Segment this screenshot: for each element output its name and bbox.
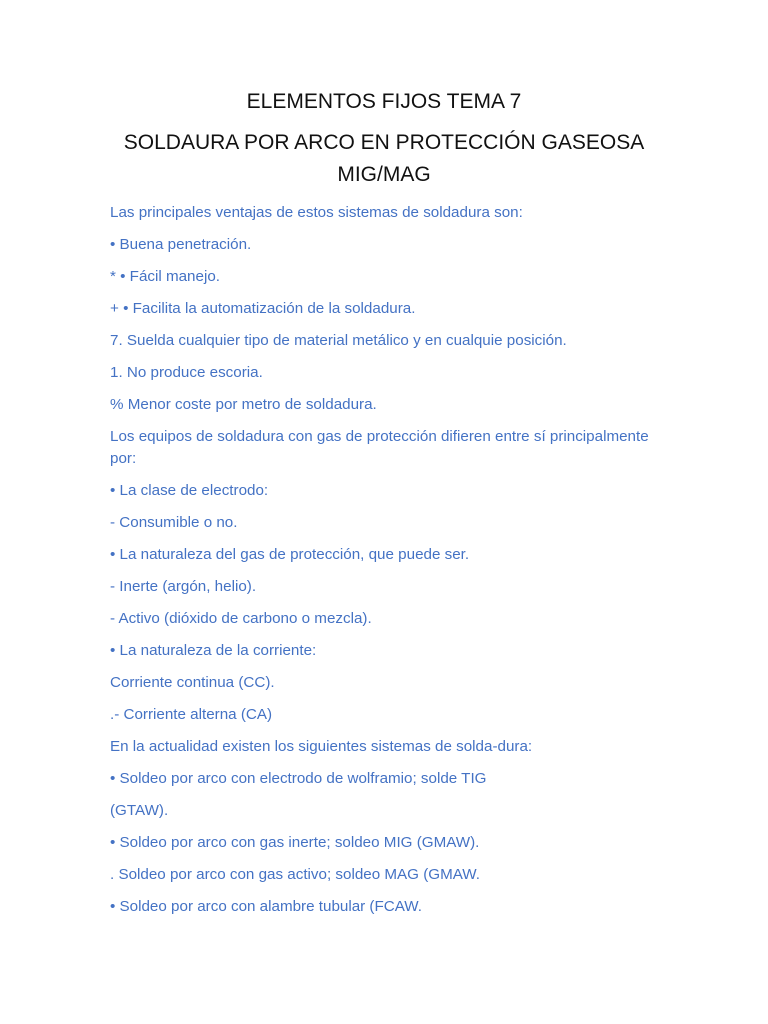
- list-item: + • Facilita la automatización de la soldadura.: [110, 300, 416, 317]
- list-item: 7. Suelda cualquier tipo de material metálico y en cualquie posición.: [110, 332, 567, 349]
- list-item: • Soldeo por arco con gas inerte; soldeo MIG (GMAW).: [110, 834, 480, 851]
- paragraph-intro: Las principales ventajas de estos sistemas de soldadura son:: [110, 204, 523, 221]
- list-item: • La naturaleza del gas de protección, que puede ser.: [110, 546, 470, 563]
- list-item: - Inerte (argón, helio).: [110, 578, 257, 595]
- document-title: ELEMENTOS FIJOS TEMA 7: [246, 90, 522, 113]
- list-item: . Soldeo por arco con gas activo; soldeo MAG (GMAW.: [110, 866, 481, 883]
- list-item: • Buena penetración.: [110, 236, 252, 253]
- document-subtitle: SOLDAURA POR ARCO EN PROTECCIÓN GASEOSA: [123, 131, 645, 154]
- list-item: Corriente continua (CC).: [110, 674, 275, 691]
- list-item: - Activo (dióxido de carbono o mezcla).: [110, 610, 372, 627]
- list-item: • La clase de electrodo:: [110, 482, 269, 499]
- document-subtitle-continued: MIG/MAG: [337, 163, 431, 186]
- list-item: • La naturaleza de la corriente:: [110, 642, 317, 659]
- list-item: * • Fácil manejo.: [110, 268, 220, 285]
- paragraph-equipment: Los equipos de soldadura con gas de protección difieren entre sí principalmente por:: [110, 428, 649, 467]
- list-item: (GTAW).: [110, 802, 169, 819]
- list-item: % Menor coste por metro de soldadura.: [110, 396, 377, 413]
- list-item: • Soldeo por arco con electrodo de wolframio; solde TIG: [110, 770, 487, 787]
- list-item: • Soldeo por arco con alambre tubular (FCAW.: [110, 898, 423, 915]
- list-item: 1. No produce escoria.: [110, 364, 263, 381]
- list-item: - Consumible o no.: [110, 514, 238, 531]
- paragraph-systems: En la actualidad existen los siguientes sistemas de solda-dura:: [110, 738, 533, 755]
- body-text: [110, 202, 670, 928]
- list-item: .- Corriente alterna (CA): [110, 706, 273, 723]
